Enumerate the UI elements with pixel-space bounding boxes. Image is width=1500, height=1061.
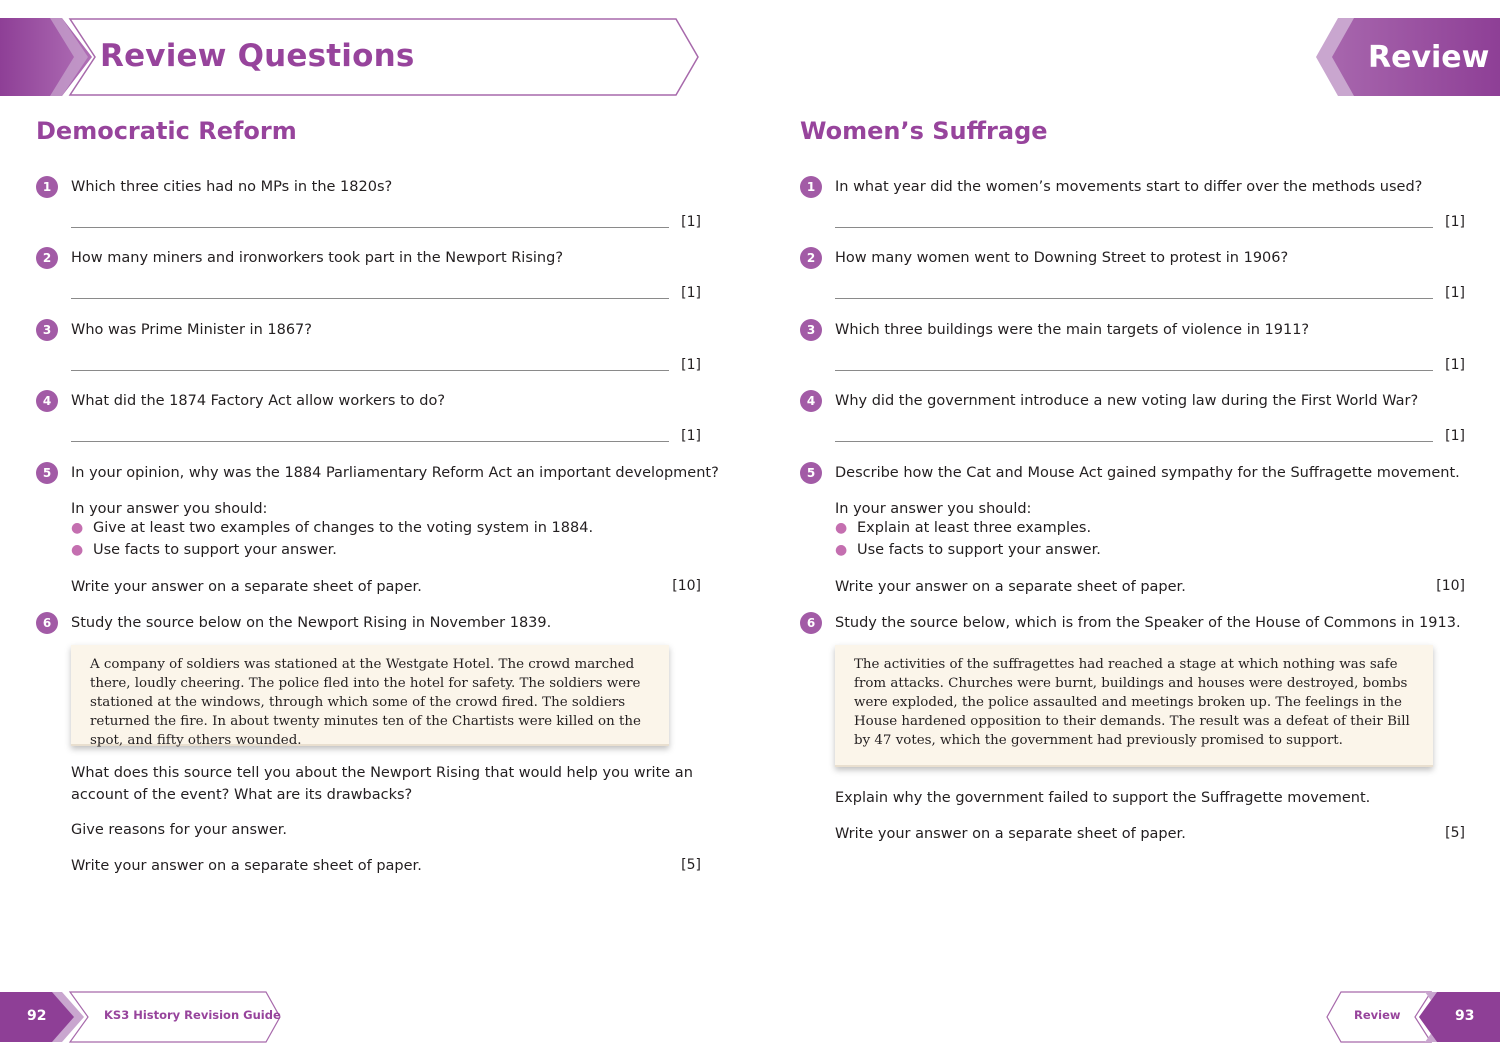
header-banner-right	[1316, 18, 1500, 98]
mark-allocation: [5]	[1445, 825, 1465, 841]
page-title: Review Questions	[100, 38, 415, 74]
section-title: Democratic Reform	[36, 117, 297, 145]
section-banner-title: Review	[1368, 40, 1490, 75]
mark-allocation: [1]	[681, 214, 701, 230]
question-number-badge: 2	[36, 247, 58, 269]
page-number: 92	[27, 1008, 47, 1024]
mark-allocation: [10]	[1436, 578, 1465, 594]
mark-allocation: [1]	[681, 285, 701, 301]
footer-left	[0, 990, 285, 1044]
section-label: Review	[1354, 1008, 1401, 1022]
answer-instruction: Write your answer on a separate sheet of paper.	[71, 579, 422, 595]
question-text: In what year did the women’s movements start to differ over the methods used?	[835, 179, 1423, 195]
answer-line[interactable]	[71, 441, 669, 442]
reasons-instruction: Give reasons for your answer.	[71, 822, 288, 838]
question-text: Which three buildings were the main targets of violence in 1911?	[835, 322, 1310, 338]
question-text: Study the source below, which is from the Speaker of the House of Commons in 1913.	[835, 615, 1461, 631]
question-number-badge: 3	[36, 319, 58, 341]
question-text: What did the 1874 Factory Act allow workers to do?	[71, 393, 446, 409]
guidance-bullet: ● Give at least two examples of changes to the voting system in 1884.	[71, 520, 594, 536]
answer-instruction: Write your answer on a separate sheet of paper.	[71, 858, 422, 874]
answer-line[interactable]	[835, 227, 1433, 228]
mark-allocation: [1]	[1445, 428, 1465, 444]
question-number-badge: 6	[36, 612, 58, 634]
mark-allocation: [5]	[681, 857, 701, 873]
answer-instruction: Write your answer on a separate sheet of paper.	[835, 826, 1186, 842]
answer-line[interactable]	[71, 298, 669, 299]
answer-line[interactable]	[835, 441, 1433, 442]
question-text: How many miners and ironworkers took part in the Newport Rising?	[71, 250, 564, 266]
question-text: Why did the government introduce a new voting law during the First World War?	[835, 393, 1419, 409]
header-banner-left	[0, 18, 700, 98]
question-text: Which three cities had no MPs in the 1820s?	[71, 179, 393, 195]
question-text: How many women went to Downing Street to protest in 1906?	[835, 250, 1289, 266]
footer-right	[1325, 990, 1500, 1044]
page-number: 93	[1455, 1008, 1475, 1024]
question-number-badge: 6	[800, 612, 822, 634]
mark-allocation: [1]	[1445, 357, 1465, 373]
question-number-badge: 1	[36, 176, 58, 198]
mark-allocation: [1]	[1445, 214, 1465, 230]
bullet-icon: ●	[835, 520, 848, 536]
guidance-bullet: ● Use facts to support your answer.	[835, 542, 1101, 558]
guidance-bullet: ● Use facts to support your answer.	[71, 542, 337, 558]
book-title: KS3 History Revision Guide	[104, 1008, 281, 1022]
source-extract: The activities of the suffragettes had reached a stage at which nothing was safe from attacks. Churches were burnt, buildings and houses were destroyed, bombs were exploded, the police assaulted and meetings broken up. The feelings in the House hardened opposition to their demands. The result was a defeat of their Bill by 47 votes, which the government had previously promised to support.	[835, 645, 1433, 767]
mark-allocation: [10]	[672, 578, 701, 594]
guidance-bullet: ● Explain at least three examples.	[835, 520, 1092, 536]
question-number-badge: 4	[800, 390, 822, 412]
question-number-badge: 5	[800, 462, 822, 484]
question-number-badge: 4	[36, 390, 58, 412]
mark-allocation: [1]	[681, 428, 701, 444]
mark-allocation: [1]	[1445, 285, 1465, 301]
question-text: In your opinion, why was the 1884 Parliamentary Reform Act an important development?	[71, 465, 719, 481]
follow-up-question: Explain why the government failed to support the Suffragette movement.	[835, 790, 1371, 806]
follow-up-question: What does this source tell you about the Newport Rising that would help you write an account of the event? What are its drawbacks?	[71, 765, 693, 803]
question-text: Study the source below on the Newport Rising in November 1839.	[71, 615, 552, 631]
source-extract: A company of soldiers was stationed at the Westgate Hotel. The crowd marched there, loudly cheering. The police fled into the hotel for safety. The soldiers were stationed at the windows, through which some of the crowd fired. The soldiers returned the fire. In about twenty minutes ten of the Chartists were killed on the spot, and fifty others wounded.	[71, 645, 669, 746]
answer-line[interactable]	[71, 227, 669, 228]
question-text: Who was Prime Minister in 1867?	[71, 322, 312, 338]
answer-instruction: Write your answer on a separate sheet of paper.	[835, 579, 1186, 595]
answer-guidance-intro: In your answer you should:	[835, 501, 1032, 517]
bullet-icon: ●	[835, 542, 848, 558]
answer-guidance-intro: In your answer you should:	[71, 501, 268, 517]
question-number-badge: 1	[800, 176, 822, 198]
mark-allocation: [1]	[681, 357, 701, 373]
question-number-badge: 2	[800, 247, 822, 269]
question-text: Describe how the Cat and Mouse Act gained sympathy for the Suffragette movement.	[835, 465, 1460, 481]
question-number-badge: 5	[36, 462, 58, 484]
answer-line[interactable]	[71, 370, 669, 371]
bullet-icon: ●	[71, 542, 84, 558]
section-title: Women’s Suffrage	[800, 117, 1048, 145]
answer-line[interactable]	[835, 370, 1433, 371]
bullet-icon: ●	[71, 520, 84, 536]
question-number-badge: 3	[800, 319, 822, 341]
answer-line[interactable]	[835, 298, 1433, 299]
